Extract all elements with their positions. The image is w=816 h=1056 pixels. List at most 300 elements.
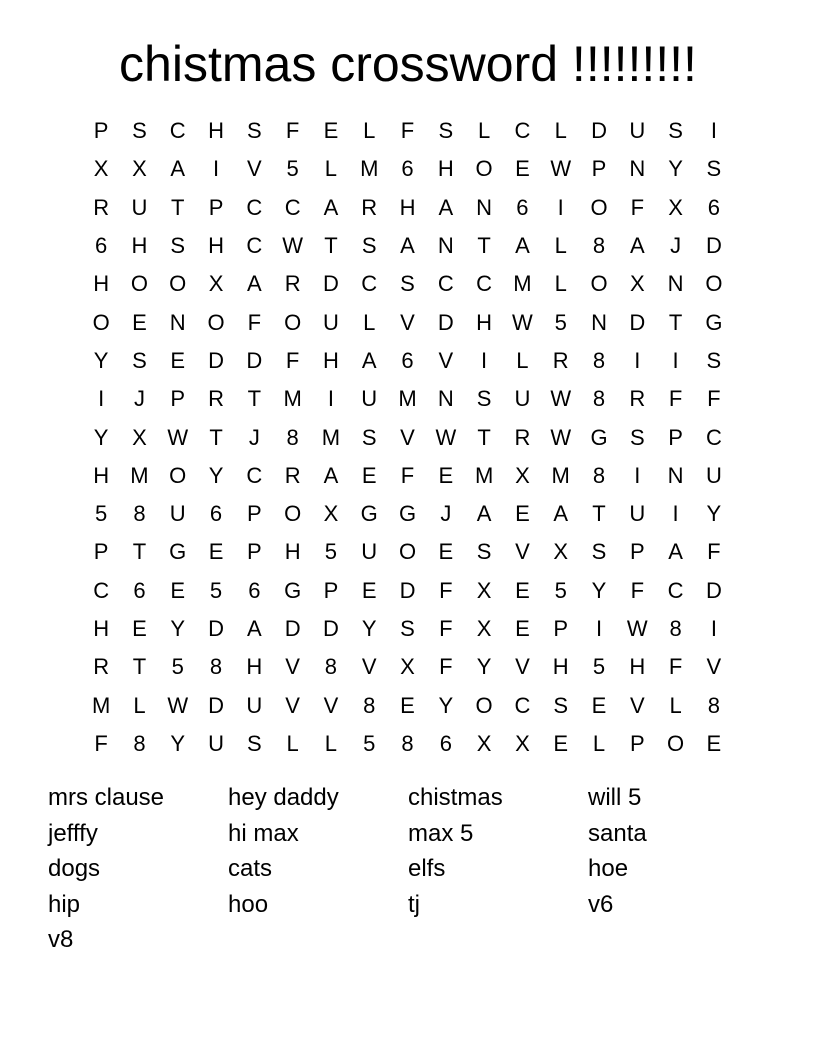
grid-letter: U [361,386,378,412]
grid-letter: F [668,654,683,680]
grid-letter: I [98,386,105,412]
grid-letter: R [361,194,378,220]
grid-letter: X [668,194,683,220]
grid-letter: S [629,424,645,450]
grid-letter: D [437,309,454,335]
grid-letter: 8 [133,501,146,527]
grid-letter: G [360,501,378,527]
grid-letter: D [705,233,722,259]
grid-letter: U [361,539,378,565]
grid-letter: D [208,692,224,718]
word-list-item: hey daddy [228,784,339,811]
grid-letter: N [437,386,454,412]
grid-letter: O [667,730,685,756]
grid-letter: 8 [707,692,721,718]
grid-letter: P [170,386,186,412]
grid-letter: M [91,692,111,718]
grid-letter: P [629,539,645,565]
grid-letter: I [672,501,679,527]
grid-letter: U [705,462,722,488]
grid-letter: U [246,692,263,718]
grid-letter: F [285,118,300,144]
grid-letter: E [361,577,377,603]
grid-letter: C [361,271,378,297]
grid-letter: L [324,156,338,182]
grid-letter: O [130,271,148,297]
grid-letter: S [361,233,377,259]
grid-letter: L [286,730,299,756]
grid-letter: L [592,730,606,756]
grid-letter: 5 [324,539,338,565]
grid-letter: 6 [707,194,721,220]
grid-row [82,112,734,150]
word-list-item: will 5 [588,784,642,811]
grid-letter: L [554,233,567,259]
grid-letter: U [322,309,339,335]
grid-letter: E [706,730,722,756]
grid-letter: E [553,730,569,756]
grid-letter: 8 [401,730,414,756]
grid-letter: S [170,233,186,259]
word-list-item: max 5 [408,819,474,847]
grid-letter: U [131,194,148,220]
grid-letter: E [323,118,339,144]
grid-letter: U [208,730,224,756]
grid-letter: 8 [592,233,606,259]
grid-letter: S [476,539,492,565]
grid-letter: W [167,692,189,718]
grid-letter: U [629,118,646,144]
grid-letter: V [285,654,300,680]
word-list-item: v8 [48,926,74,953]
grid-letter: T [592,501,606,527]
grid-letter: 8 [324,654,338,680]
grid-letter: F [707,386,721,412]
grid-letter: P [553,616,569,641]
grid-letter: S [132,118,147,144]
grid-letter: T [171,194,185,220]
grid-letter: V [629,692,645,718]
grid-letter: S [476,386,492,412]
grid-letter: Y [361,616,377,641]
grid-letter: J [440,501,452,527]
grid-letter: P [668,424,683,450]
grid-letter: N [667,271,684,297]
grid-letter: O [92,309,110,335]
grid-letter: R [284,462,301,488]
grid-letter: N [629,156,646,182]
grid-letter: O [705,271,723,297]
grid-letter: O [475,156,493,182]
grid-letter: 5 [286,156,299,182]
grid-letter: X [629,271,645,297]
grid-letter: 5 [209,577,223,603]
grid-letter: I [634,347,641,373]
grid-letter: C [246,462,263,488]
grid-letter: V [323,692,339,718]
grid-letter: C [476,271,493,297]
grid-letter: V [515,539,530,565]
grid-letter: S [246,118,262,144]
grid-letter: L [516,347,529,373]
grid-letter: S [706,156,722,182]
grid-letter: E [515,501,530,527]
grid-letter: D [591,118,607,144]
grid-letter: L [554,271,567,297]
grid-letter: H [437,156,454,182]
grid-letter: Y [170,730,186,756]
grid-letter: T [477,424,491,450]
grid-letter: V [400,424,415,450]
grid-letter: X [208,271,224,297]
grid-letter: F [630,194,645,220]
word-list-item: v6 [588,890,614,918]
grid-row [82,150,734,188]
word-list-item: jefffy [48,819,98,847]
grid-letter: P [93,539,109,565]
grid-letter: V [438,347,454,373]
grid-letter: H [93,616,110,641]
grid-letter: A [668,539,683,565]
grid-letter: T [324,233,338,259]
grid-letter: C [93,577,110,603]
grid-letter: Y [591,577,607,603]
grid-letter: A [515,233,530,259]
grid-letter: F [400,462,415,488]
grid-letter: T [668,309,683,335]
grid-letter: F [630,577,645,603]
grid-letter: R [629,386,646,412]
grid-letter: W [550,386,572,412]
grid-letter: O [590,271,608,297]
grid-row [82,572,734,610]
grid-letter: H [629,654,646,680]
grid-letter: G [705,309,723,335]
grid-row [82,418,734,456]
word-list-item: tj [408,890,420,918]
grid-letter: W [282,233,304,259]
grid-letter: A [476,501,492,527]
grid-letter: V [285,692,300,718]
grid-letter: A [323,462,339,488]
grid-letter: P [93,118,109,144]
grid-letter: I [710,118,717,144]
grid-letter: 5 [554,577,567,603]
grid-letter: F [668,386,683,412]
grid-letter: M [551,462,570,488]
grid-letter: M [513,271,532,297]
grid-letter: R [284,271,301,297]
grid-letter: W [512,309,533,335]
grid-letter: X [476,577,492,603]
grid-letter: F [439,577,453,603]
grid-row [82,533,734,571]
word-list-item: hi max [228,819,299,847]
grid-letter: 5 [171,654,184,680]
grid-letter: E [208,539,224,565]
grid-letter: I [481,347,488,373]
grid-letter: E [515,616,530,641]
grid-letter: F [285,347,300,373]
grid-letter: M [283,386,302,412]
grid-letter: S [591,539,607,565]
grid-letter: 6 [439,730,452,756]
grid-letter: I [672,347,679,373]
grid-letter: H [322,347,339,373]
grid-row [82,457,734,495]
grid-letter: D [246,347,263,373]
grid-letter: F [400,118,415,144]
grid-letter: R [93,654,110,680]
grid-letter: D [208,347,224,373]
grid-letter: A [629,233,645,259]
grid-row [82,265,734,303]
grid-letter: X [132,156,147,182]
grid-letter: T [132,539,147,565]
grid-row [82,189,734,227]
grid-letter: L [477,118,491,144]
grid-letter: T [209,424,223,450]
grid-letter: M [398,386,417,412]
grid-letter: X [132,424,147,450]
grid-letter: S [132,347,147,373]
grid-letter: L [363,118,376,144]
grid-letter: W [167,424,189,450]
grid-letter: A [438,194,454,220]
grid-letter: Y [208,462,224,488]
page-title: chistmas crossword !!!!!!!!! [119,36,697,92]
grid-letter: 6 [401,156,414,182]
grid-letter: Y [170,616,186,641]
grid-letter: W [626,616,648,641]
grid-letter: 6 [401,347,414,373]
grid-row [82,725,734,763]
grid-letter: T [132,654,147,680]
grid-letter: V [706,654,722,680]
grid-letter: S [438,118,454,144]
grid-letter: I [634,462,641,488]
grid-letter: X [476,730,492,756]
grid-letter: L [363,309,376,335]
grid-letter: A [553,501,569,527]
grid-letter: C [514,118,531,144]
grid-letter: X [515,730,530,756]
grid-letter: X [93,156,109,182]
grid-letter: S [706,347,722,373]
grid-letter: F [439,616,453,641]
grid-letter: J [248,424,260,450]
grid-letter: W [435,424,457,450]
grid-letter: 5 [554,309,567,335]
grid-letter: H [131,233,148,259]
grid-letter: C [667,577,684,603]
grid-letter: V [246,156,262,182]
grid-letter: G [590,424,608,450]
grid-letter: F [707,539,721,565]
grid-letter: N [476,194,493,220]
grid-letter: R [208,386,224,412]
grid-letter: D [322,271,339,297]
grid-row [82,303,734,341]
grid-letter: L [324,730,338,756]
grid-letter: V [361,654,377,680]
word-list [48,780,768,958]
grid-letter: O [169,462,187,488]
grid-letter: M [130,462,149,488]
grid-letter: T [247,386,262,412]
grid-letter: H [208,233,224,259]
grid-letter: H [399,194,416,220]
grid-letter: P [323,577,339,603]
grid-letter: A [323,194,339,220]
grid-letter: H [552,654,569,680]
word-list-item: hoo [228,890,269,918]
grid-letter: D [284,616,301,641]
grid-letter: 6 [516,194,529,220]
grid-letter: Y [668,156,683,182]
grid-letter: 8 [592,347,606,373]
grid-letter: X [400,654,415,680]
grid-letter: F [247,309,262,335]
grid-letter: H [208,118,224,144]
grid-row [82,342,734,380]
grid-letter: Y [476,654,492,680]
grid-letter: F [439,654,453,680]
grid-letter: 8 [592,386,606,412]
grid-letter: J [133,386,145,412]
grid-row [82,495,734,533]
grid-letter: U [629,501,646,527]
grid-letter: S [668,118,683,144]
grid-letter: 8 [363,692,376,718]
grid-letter: R [514,424,531,450]
grid-letter: I [212,156,220,182]
grid-letter: C [246,233,263,259]
grid-letter: A [246,616,262,641]
grid-letter: X [476,616,492,641]
grid-letter: L [133,692,146,718]
grid-letter: C [246,194,263,220]
word-list-item: cats [228,855,273,882]
grid-letter: O [590,194,608,220]
grid-letter: R [552,347,569,373]
word-list-item: elfs [408,855,446,882]
grid-letter: F [94,730,108,756]
grid-letter: P [208,194,224,220]
grid-letter: V [515,654,530,680]
grid-letter: O [169,271,187,297]
grid-letter: P [246,539,262,565]
grid-row [82,227,734,265]
grid-letter: X [323,501,339,527]
grid-letter: 8 [286,424,299,450]
grid-letter: D [629,309,646,335]
grid-letter: X [553,539,569,565]
grid-letter: E [361,462,377,488]
grid-letter: J [670,233,682,259]
grid-letter: D [399,577,416,603]
grid-letter: C [705,424,722,450]
grid-letter: Y [93,424,109,450]
grid-letter: M [360,156,379,182]
grid-letter: 5 [363,730,376,756]
grid-letter: X [515,462,530,488]
grid-letter: C [169,118,186,144]
grid-letter: G [398,501,417,527]
word-list-item: hoe [588,855,629,882]
grid-letter: I [595,616,603,641]
grid-letter: W [550,424,572,450]
grid-letter: A [400,233,415,259]
word-list-item: santa [588,819,647,847]
grid-letter: T [477,233,491,259]
grid-letter: 6 [133,577,146,603]
grid-letter: 6 [209,501,223,527]
grid-letter: O [284,309,302,335]
grid-letter: O [284,501,302,527]
grid-letter: H [284,539,301,565]
grid-letter: O [207,309,225,335]
grid-letter: W [550,156,572,182]
grid-letter: H [476,309,493,335]
grid-letter: H [246,654,263,680]
grid-letter: H [93,462,110,488]
grid-letter: Y [706,501,722,527]
grid-letter: C [514,692,531,718]
grid-letter: 8 [133,730,146,756]
grid-letter: Y [438,692,454,718]
grid-letter: G [284,577,302,603]
grid-letter: E [132,309,147,335]
grid-letter: M [321,424,341,450]
grid-letter: R [93,194,110,220]
grid-letter: D [322,616,339,641]
grid-letter: S [400,616,415,641]
grid-letter: 6 [248,577,261,603]
grid-letter: P [246,501,262,527]
grid-letter: S [400,271,415,297]
grid-letter: N [667,462,684,488]
grid-letter: H [93,271,110,297]
grid-letter: E [515,577,530,603]
grid-row [82,610,734,648]
grid-letter: E [170,347,186,373]
grid-letter: 8 [209,654,223,680]
word-list-item: hip [48,890,81,918]
grid-letter: C [437,271,454,297]
grid-letter: E [438,462,454,488]
grid-letter: G [169,539,187,565]
grid-letter: E [170,577,186,603]
grid-letter: E [438,539,454,565]
grid-letter: A [246,271,262,297]
grid-letter: O [398,539,417,565]
grid-letter: I [710,616,717,641]
grid-letter: V [400,309,415,335]
grid-letter: P [629,730,645,756]
grid-letter: E [591,692,607,718]
grid-letter: E [132,616,147,641]
grid-letter: P [591,156,607,182]
grid-letter: U [514,386,531,412]
grid-letter: S [361,424,377,450]
grid-letter: U [169,501,186,527]
grid-letter: D [208,616,224,641]
grid-letter: C [284,194,301,220]
grid-row [82,686,734,724]
grid-letter: Y [93,347,109,373]
grid-row [82,648,734,686]
